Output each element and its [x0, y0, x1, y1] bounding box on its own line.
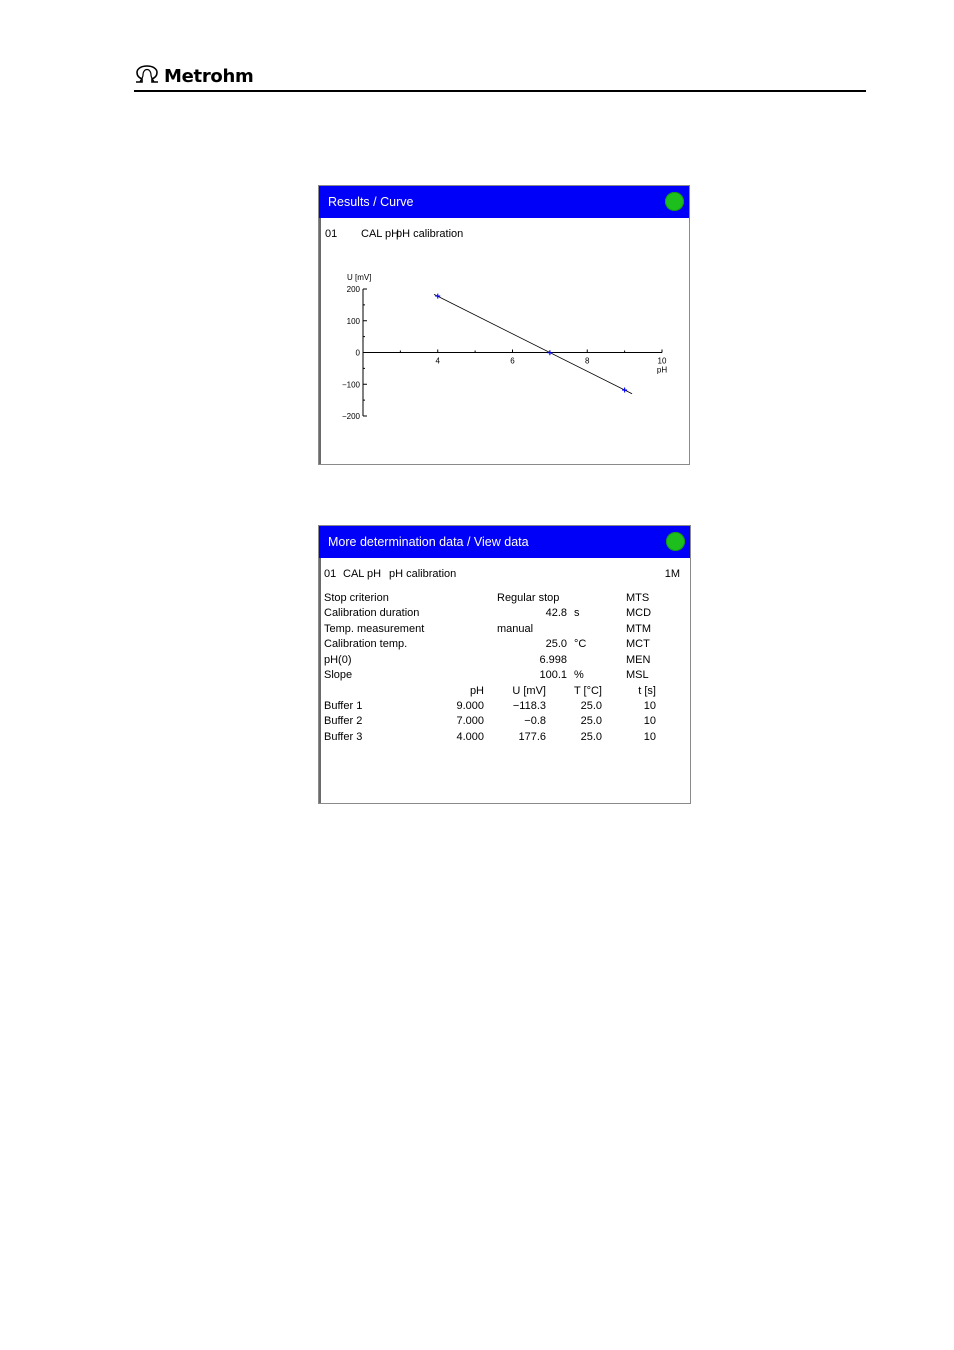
- buffer-label: Buffer 3: [324, 730, 363, 743]
- buffer-temperature: 25.0: [580, 715, 602, 728]
- header-potential: U [mV]: [512, 685, 546, 697]
- x-tick-label: 10: [657, 356, 667, 366]
- buffer-label: Buffer 2: [324, 715, 363, 728]
- buffer-label: Buffer 1: [324, 700, 363, 712]
- data-label: Slope: [324, 669, 353, 681]
- status-led-icon: [666, 532, 685, 551]
- data-point: [435, 294, 440, 299]
- memory-indicator: 1M: [664, 568, 680, 580]
- data-value: Regular stop: [497, 592, 560, 604]
- data-code: MSL: [626, 669, 649, 681]
- x-axis-label: pH: [656, 365, 668, 375]
- header-temperature: T [°C]: [573, 685, 602, 697]
- titlebar: [319, 526, 690, 558]
- calibration-curve-chart: [319, 186, 689, 464]
- method-number: 01: [324, 568, 337, 580]
- x-tick-label: 8: [585, 356, 590, 366]
- data-code: MCD: [626, 607, 652, 620]
- buffer-temperature: 25.0: [580, 730, 602, 743]
- logo-text: Metrohm: [164, 65, 254, 87]
- method-number: 01: [325, 228, 338, 240]
- data-value: manual: [497, 622, 534, 635]
- data-code: MCT: [626, 638, 650, 651]
- y-tick-label: 100: [346, 316, 360, 326]
- header-time: t [s]: [638, 685, 656, 697]
- buffer-ph: 4.000: [456, 730, 484, 743]
- data-unit: %: [574, 669, 584, 681]
- data-value: 25.0: [545, 638, 567, 651]
- metrohm-logo: [134, 64, 253, 88]
- buffer-potential: 177.6: [518, 730, 546, 743]
- y-tick-label: −200: [341, 412, 360, 421]
- page-header: [134, 62, 866, 92]
- results-curve-screen: [318, 185, 690, 465]
- buffer-temperature: 25.0: [580, 700, 602, 712]
- method-name: pH calibration: [396, 228, 464, 240]
- data-code: MTM: [626, 622, 652, 635]
- y-tick-label: 0: [355, 348, 360, 358]
- method-type: CAL pH: [343, 568, 382, 580]
- screen-title: Results / Curve: [328, 195, 414, 209]
- buffer-ph: 9.000: [456, 700, 484, 712]
- data-value: 42.8: [545, 607, 567, 620]
- header-rule: [134, 90, 866, 92]
- view-data-screen: [318, 525, 691, 804]
- buffer-time: 10: [643, 715, 656, 728]
- header-ph: pH: [469, 685, 484, 697]
- method-type: CAL pH: [361, 228, 400, 240]
- data-point: [622, 388, 627, 393]
- data-value: 6.998: [539, 653, 567, 666]
- y-axis-label: U [mV]: [347, 273, 372, 282]
- data-label: Calibration temp.: [324, 638, 408, 651]
- buffer-potential: −118.3: [512, 700, 546, 712]
- y-tick-label: −100: [341, 380, 360, 390]
- buffer-time: 10: [643, 730, 656, 743]
- x-tick-label: 6: [510, 356, 515, 366]
- method-name: pH calibration: [389, 568, 457, 580]
- omega-icon: [134, 64, 160, 89]
- buffer-ph: 7.000: [456, 715, 484, 728]
- data-label: Stop criterion: [324, 592, 389, 604]
- data-label: pH(0): [324, 653, 352, 666]
- buffer-time: 10: [643, 700, 656, 712]
- data-value: 100.1: [539, 669, 567, 681]
- x-tick-label: 4: [435, 356, 440, 366]
- data-point: [547, 350, 552, 355]
- calibration-line: [434, 294, 632, 393]
- screen-title: More determination data / View data: [328, 535, 529, 549]
- data-unit: s: [574, 607, 580, 620]
- data-label: Calibration duration: [324, 607, 420, 620]
- y-tick-label: 200: [346, 285, 360, 294]
- buffer-potential: −0.8: [524, 715, 546, 728]
- data-unit: °C: [574, 638, 587, 651]
- data-label: Temp. measurement: [324, 622, 425, 635]
- data-code: MEN: [626, 653, 651, 666]
- data-code: MTS: [626, 592, 650, 604]
